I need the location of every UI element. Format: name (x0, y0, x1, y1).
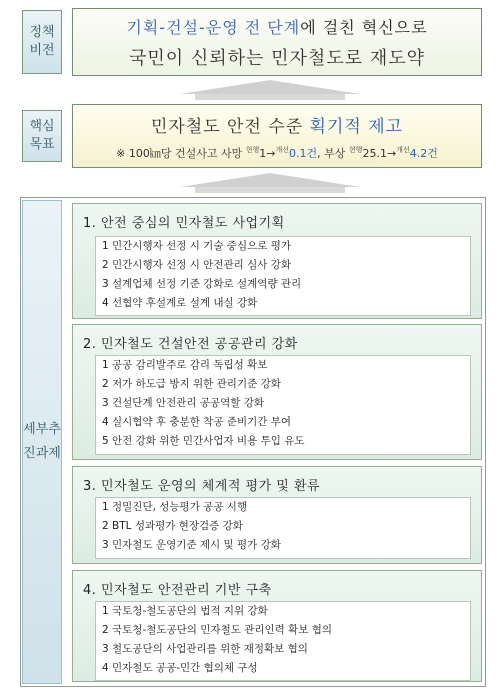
task-section-4-title: 4. 민자철도 안전관리 기반 구축 (83, 583, 272, 598)
vision-line1 (126, 15, 427, 38)
list-item: 3 건설단계 안전관리 공공역할 강화 (102, 397, 265, 409)
task-section-2-title: 2. 민자철도 건설안전 공공관리 강화 (83, 337, 298, 352)
goal-title-pre: 민자철도 안전 수준 (150, 116, 310, 137)
list-item: 3 철도공단의 사업관리를 위한 재정확보 협의 (102, 643, 308, 655)
task-section-2-list (95, 355, 471, 455)
vision-box (72, 8, 482, 76)
goal-sub-sup-current-1: 현행 (245, 145, 260, 154)
goal-sub-arrow-1: → (266, 146, 276, 160)
list-item: 2 BTL 성과평가 현장검증 강화 (102, 520, 243, 532)
goal-sub-prefix: ※ 100㎞당 건설사고 사망 (116, 146, 246, 160)
vision-label-line2: 비전 (29, 43, 55, 58)
vision-line2: 국민이 신뢰하는 민자철도로 재도약 (129, 47, 425, 69)
flow-arrow-2-base (195, 187, 345, 193)
task-section-1 (72, 203, 482, 319)
list-item: 3 설계업체 선정 기준 강화로 설계역량 관리 (102, 278, 302, 290)
list-item: 5 안전 강화 위한 민간사업자 비용 투입 유도 (102, 435, 305, 447)
task-section-2 (72, 324, 482, 460)
list-item: 2 국토청-철도공단의 민자철도 관리인력 확보 협의 (102, 624, 333, 636)
list-item: 1 국토청-철도공단의 법적 지위 강화 (102, 605, 268, 617)
task-section-3 (72, 466, 482, 564)
goal-title-highlight: 획기적 제고 (309, 116, 404, 137)
list-item: 2 민간시행자 선정 시 안전관리 심사 강화 (102, 259, 291, 271)
list-item: 1 민간시행자 선정 시 기술 중심으로 평가 (102, 240, 291, 252)
task-section-1-list (95, 236, 471, 316)
vision-label-line1: 정책 (29, 25, 55, 40)
goal-label-line1: 핵심 (29, 119, 55, 134)
goal-sub-sup-improved-1: 개선 (275, 145, 290, 154)
goal-sub-current-2: 25.1 (362, 146, 387, 160)
goal-subtitle (116, 145, 438, 161)
vision-label (22, 10, 62, 74)
list-item: 1 정밀진단, 성능평가 공공 시행 (102, 501, 248, 513)
list-item: 3 민자철도 운영기준 제시 및 평가 강화 (102, 539, 281, 551)
flow-arrow-1-base (195, 94, 345, 100)
goal-label-line2: 목표 (29, 137, 55, 152)
tasks-label (22, 200, 62, 684)
list-item: 1 공공 감리발주로 감리 독립성 확보 (102, 359, 268, 371)
task-section-3-title: 3. 민자철도 운영의 체계적 평가 및 환류 (83, 479, 321, 494)
task-section-4-list (95, 601, 471, 681)
task-section-3-list (95, 497, 471, 559)
task-section-4 (72, 570, 482, 682)
goal-label (22, 110, 62, 162)
tasks-label-line1: 세부추 (23, 422, 61, 437)
vision-line1-blue: 기획-건설-운영 전 단계 (126, 17, 301, 37)
goal-sub-improved-1: 0.1건 (289, 146, 318, 160)
goal-sub-sup-current-2: 현행 (348, 145, 363, 154)
list-item: 4 실시협약 후 충분한 착공 준비기간 부여 (102, 416, 291, 428)
goal-sub-sup-improved-2: 개선 (396, 145, 410, 154)
goal-sub-current-1: 1 (259, 146, 267, 160)
list-item: 2 저가 하도급 방지 위한 관리기준 강화 (102, 378, 281, 390)
goal-sub-mid: , 부상 (317, 146, 349, 160)
list-item: 4 민자철도 공공-민간 협의체 구성 (102, 662, 258, 674)
goal-box (72, 104, 482, 168)
vision-line1-black: 에 걸친 혁신으로 (300, 17, 428, 37)
list-item: 4 선협약 후설계로 설계 내실 강화 (102, 297, 258, 309)
flow-arrow-2 (180, 173, 360, 187)
goal-sub-arrow-2: → (386, 146, 397, 160)
goal-sub-improved-2: 4.2건 (409, 146, 438, 160)
goal-title (151, 112, 403, 137)
tasks-label-line2: 진과제 (23, 446, 61, 461)
task-section-1-title: 1. 안전 중심의 민자철도 사업기획 (83, 216, 285, 231)
flow-arrow-1 (180, 80, 360, 94)
